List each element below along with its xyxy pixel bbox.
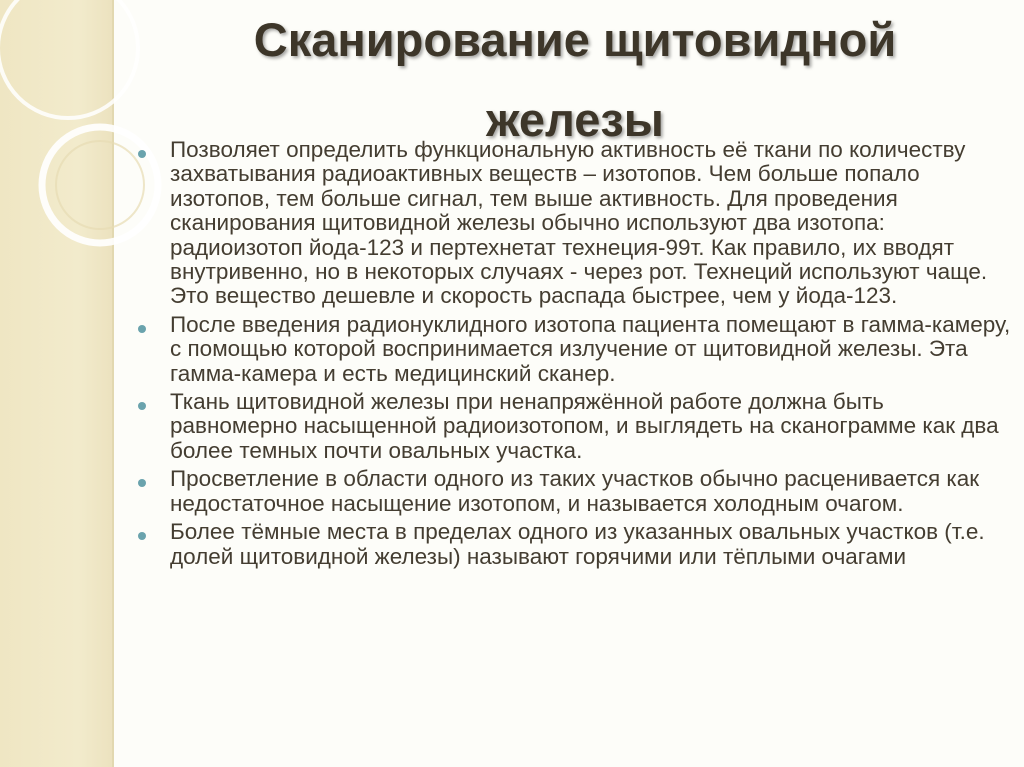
bullet-item-5 xyxy=(138,520,1013,569)
bullet-dot-icon xyxy=(138,402,146,410)
decorative-ring-inner xyxy=(56,141,144,229)
bullet-item-4 xyxy=(138,467,1013,516)
decorative-ring-large xyxy=(0,0,138,118)
bullet-text-2: После введения радионуклидного изотопа пациента помещают в гамма-камеру, с помощью которой воспринимается излучение от щитовидной железы. Эта гамма-камера и есть медицинский сканер. xyxy=(170,311,1011,386)
bullet-text-3: Ткань щитовидной железы при ненапряжённой работе должна быть равномерно насыщенной радиоизотопом, и выглядеть на сканограмме как два более темных почти овальных участка. xyxy=(170,389,999,463)
bullet-text-4: Просветление в области одного из таких участков обычно расценивается как недостаточное насыщение изотопом, и называется холодным очагом. xyxy=(170,466,980,516)
bullet-text-1: Позволяет определить функциональную активность её ткани по количеству захватывания радиоактивных веществ – изотопов. Чем больше попало изотопов, тем больше сигнал, тем выше активность. Для проведения сканирования щитовидной железы обычно используют два изотопа: радиоизотоп йода-123 и пертехнетат технеция-99т. Как правило, их вводят внутривенно, но в некоторых случаях - через рот. Технеций используют чаще. Это вещество дешевле и скорость распада быстрее, чем у йода-123. xyxy=(170,137,988,309)
bullet-item-1 xyxy=(138,138,1013,309)
slide-title xyxy=(150,0,1000,160)
bullet-dot-icon xyxy=(138,150,146,158)
bullet-dot-icon xyxy=(138,532,146,540)
slide-title-line-2: железы xyxy=(486,93,664,146)
bullet-dot-icon xyxy=(138,479,146,487)
slide-title-line-1: Сканирование щитовидной xyxy=(253,13,897,66)
bullet-item-3 xyxy=(138,390,1013,463)
bullet-dot-icon xyxy=(138,325,146,333)
bullet-item-2 xyxy=(138,313,1013,386)
bullet-list xyxy=(138,138,1013,573)
bullet-text-5: Более тёмные места в пределах одного из указанных овальных участков (т.е. долей щитовидной железы) называют горячими или тёплыми очагами xyxy=(170,519,985,569)
